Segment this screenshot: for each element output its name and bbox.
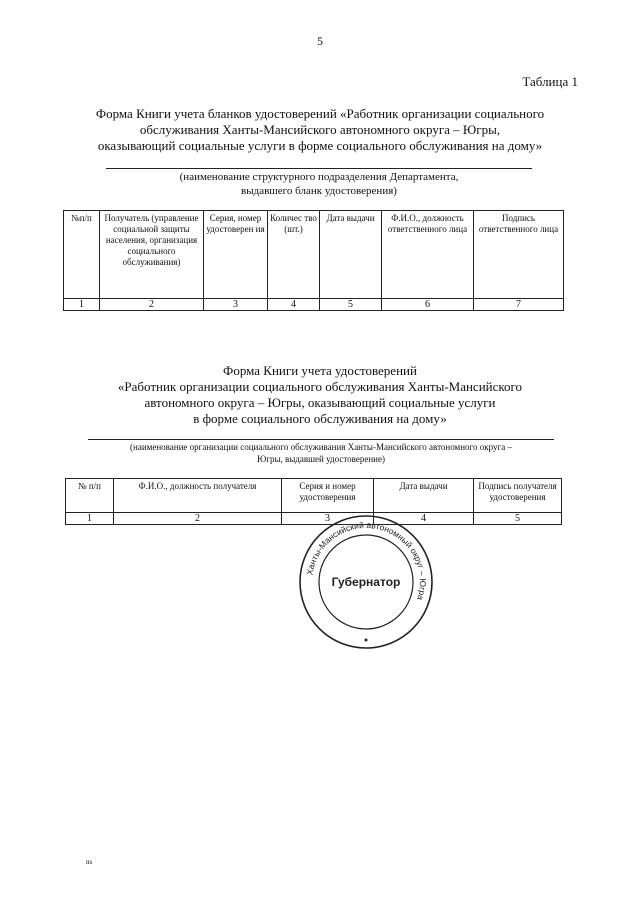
form2-caption-line-text: (наименование организации социального обслуживания Ханты-Мансийского автономного округа – (130, 442, 512, 452)
form1-header-row (64, 211, 564, 299)
form2-title (80, 363, 560, 427)
form1-number-cell: 4 (268, 299, 320, 311)
form2-caption-line (88, 439, 554, 440)
form1-title-line: обслуживания Ханты-Мансийского автономного округа – Югры, (139, 122, 501, 137)
form1-title-line: Форма Книги учета бланков удостоверений «Работник организации социального (95, 106, 545, 121)
form1-header-cell: Дата выдачи (320, 211, 382, 299)
table-label: Таблица 1 (522, 74, 578, 89)
form1-number-cell: 5 (320, 299, 382, 311)
form2-number-cell: 2 (114, 513, 282, 525)
form1-header-cell: Серия, номер удостоверен ия (204, 211, 268, 299)
form1-caption-line-text: выдавшего бланк удостоверения) (241, 185, 397, 197)
form1-header-cell: №п/п (64, 211, 100, 299)
footer-mark: ns (86, 858, 93, 866)
form2-header-cell: Дата выдачи (374, 479, 474, 513)
form1-header-cell: Ф.И.О., должность ответственного лица (382, 211, 474, 299)
seal-ring-textpath: Ханты-Мансийский автономный округ – Югра (304, 519, 429, 602)
form2-title-line: автономного округа – Югры, оказывающий социальные услуги (144, 395, 496, 410)
form2-title-line: Форма Книги учета удостоверений (223, 363, 417, 378)
form1-number-cell: 2 (100, 299, 204, 311)
form1-number-cell: 1 (64, 299, 100, 311)
form2-caption (78, 441, 564, 465)
form2-header-cell: № п/п (66, 479, 114, 513)
form1-caption (106, 170, 532, 198)
form1-title (70, 106, 570, 154)
form1-header-cell: Подпись ответственного лица (474, 211, 564, 299)
form2-caption-line-text: Югры, выдавшей удостоверение) (257, 454, 385, 464)
governor-seal (296, 512, 436, 652)
form2-header-cell: Подпись получателя удостоверения (474, 479, 562, 513)
form1-title-line: оказывающий социальные услуги в форме социального обслуживания на дому» (97, 138, 543, 153)
form2-number-cell: 1 (66, 513, 114, 525)
form1-table (63, 210, 564, 311)
form2-title-line: в форме социального обслуживания на дому» (193, 411, 447, 426)
form2-number-cell: 5 (474, 513, 562, 525)
form2-title-line: «Работник организации социального обслуживания Ханты-Мансийского (117, 379, 523, 394)
form2-number-cell: 4 (374, 513, 474, 525)
form2-header-row (66, 479, 562, 513)
form1-number-cell: 7 (474, 299, 564, 311)
form1-number-row (64, 299, 564, 311)
form2-header-cell: Ф.И.О., должность получателя (114, 479, 282, 513)
form1-caption-line (106, 168, 532, 169)
seal-star-icon (365, 639, 368, 642)
seal-center-text: Губернатор (331, 575, 401, 589)
form1-number-cell: 3 (204, 299, 268, 311)
form1-header-cell: Получатель (управление социальной защиты населения, организация социального обслуживания) (100, 211, 204, 299)
form1-header-cell: Количес тво (шт.) (268, 211, 320, 299)
form1-caption-line-text: (наименование структурного подразделения Департамента, (179, 171, 459, 183)
page-number: 5 (317, 34, 323, 48)
form2-number-cell: 3 (282, 513, 374, 525)
form2-header-cell: Серия и номер удостоверения (282, 479, 374, 513)
form1-number-cell: 6 (382, 299, 474, 311)
